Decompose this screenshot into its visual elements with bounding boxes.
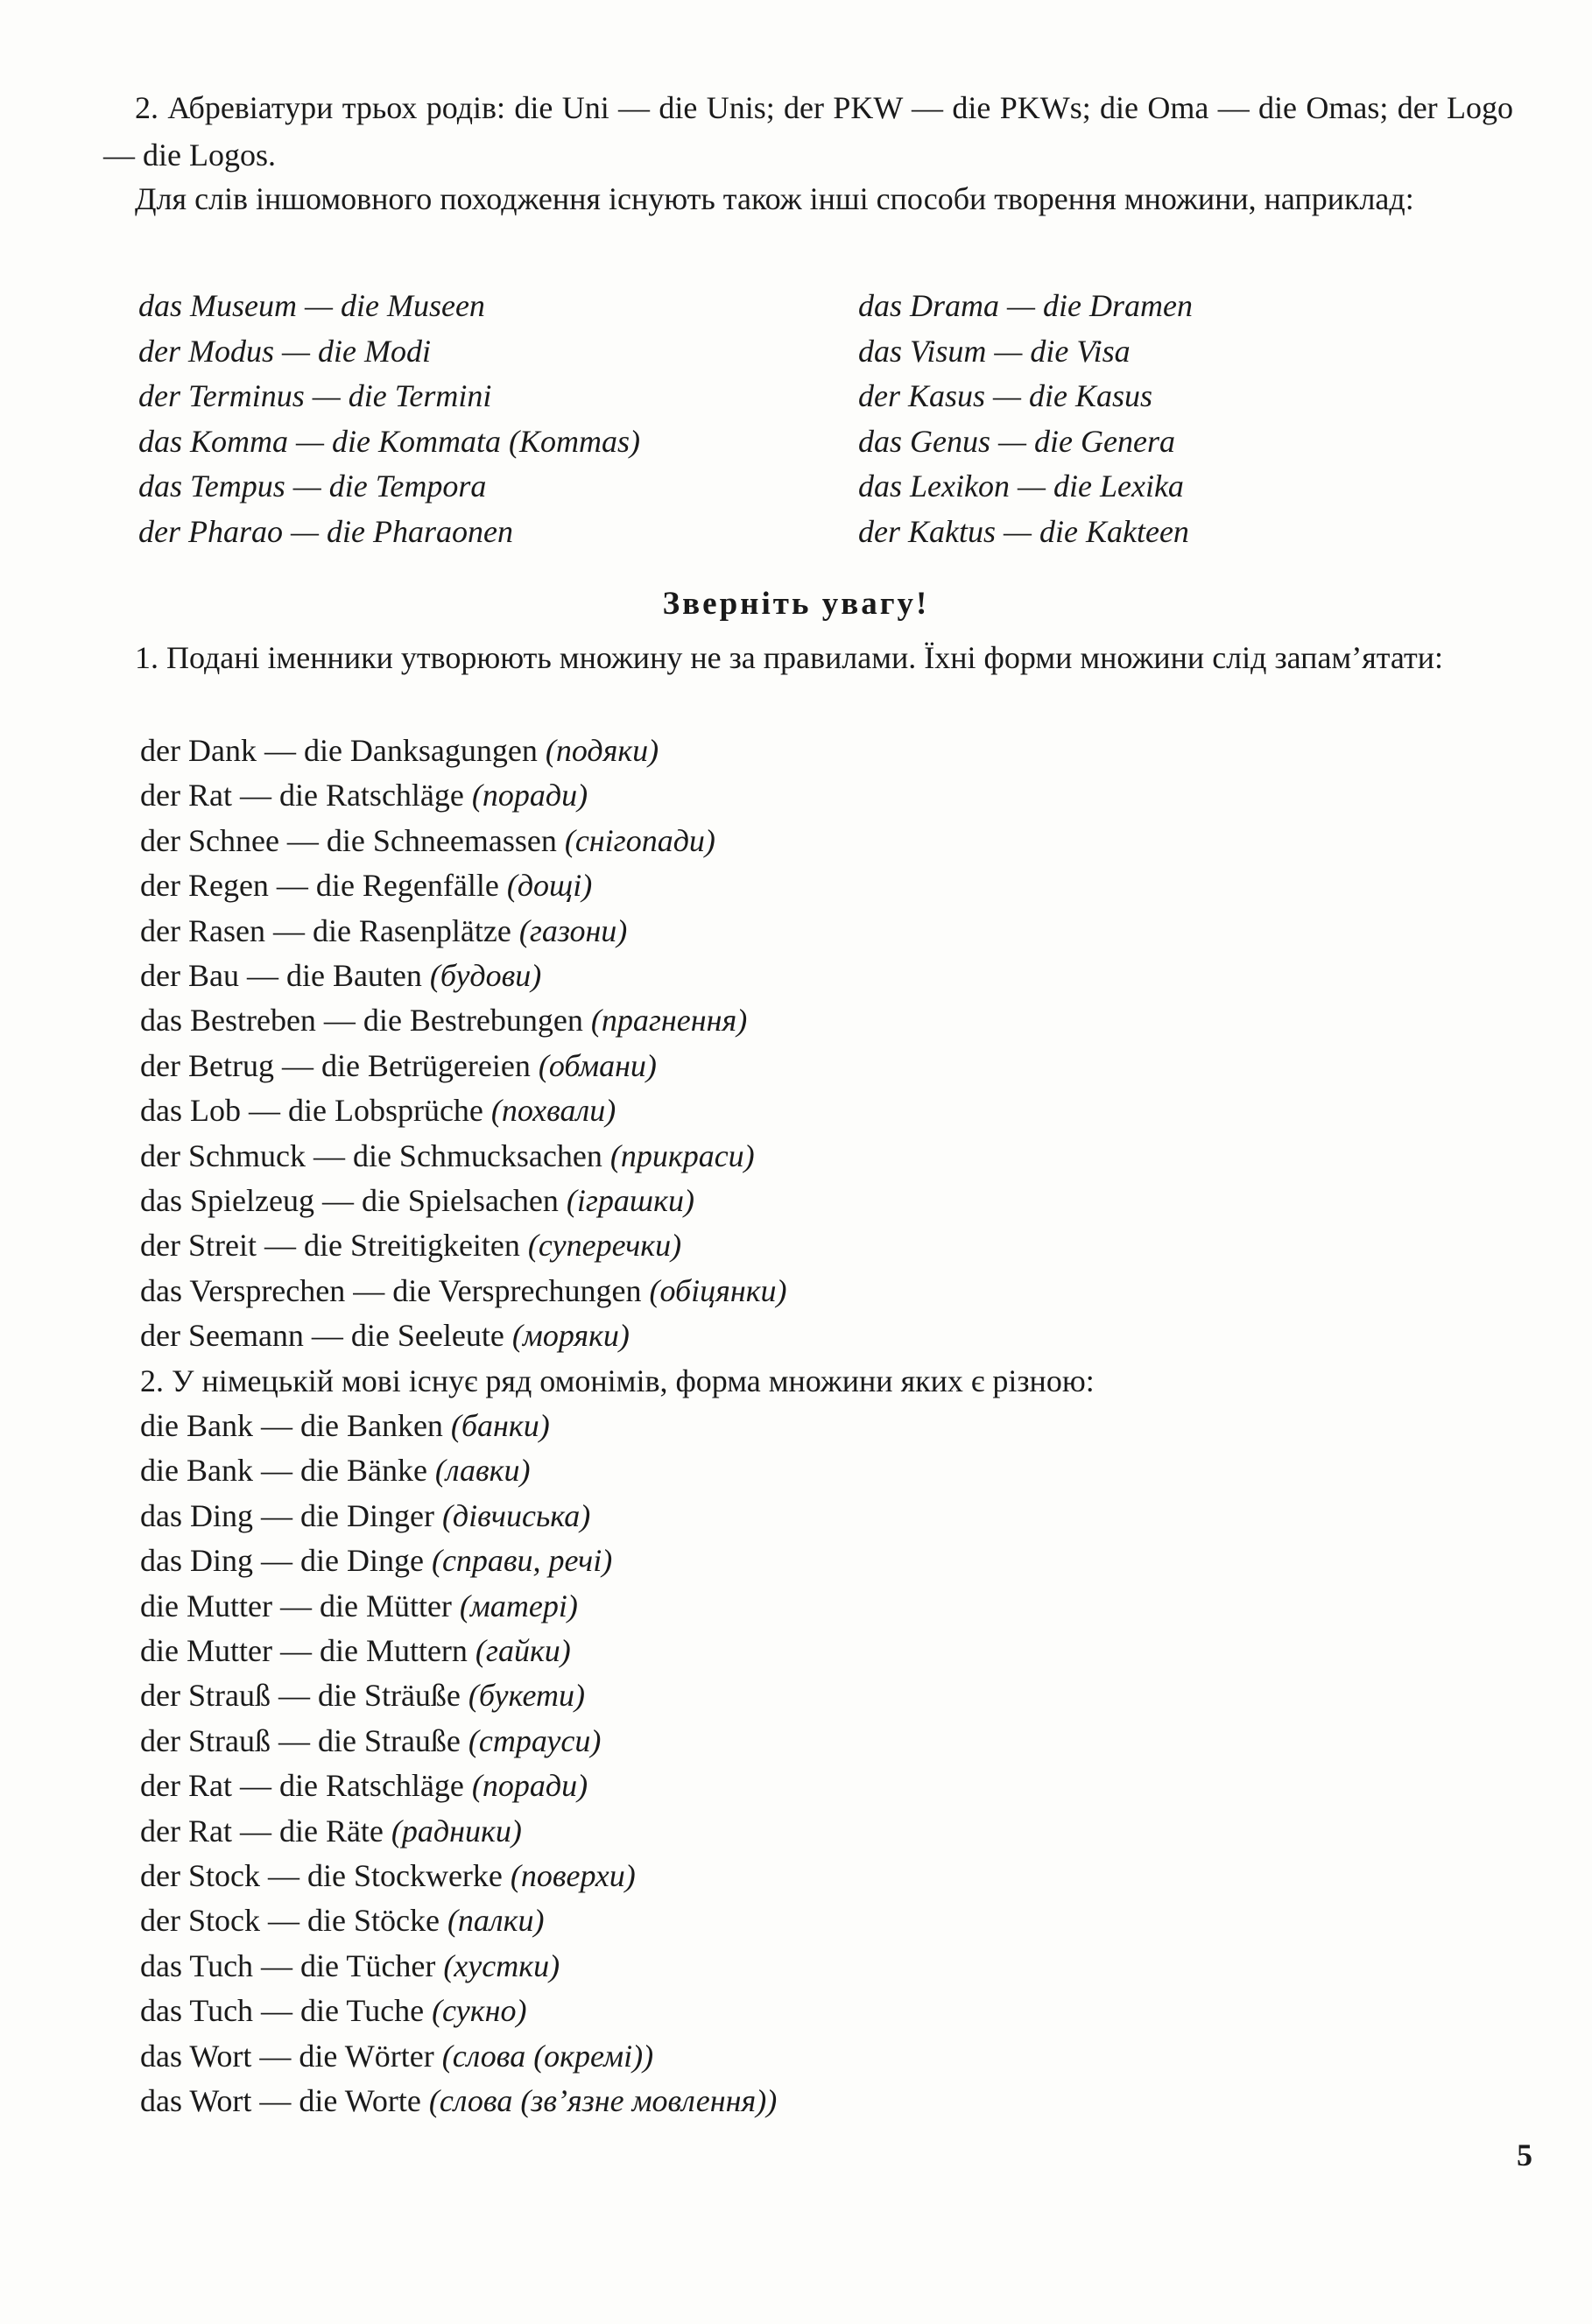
list-item: der Streit — die Streitigkeiten (суперечки) — [140, 1228, 682, 1264]
list-item: das Tuch — die Tuche (сукно) — [140, 1993, 527, 2029]
irregular-plural-list — [140, 729, 1279, 1359]
list-item: der Schmuck — die Schmucksachen (прикраси) — [140, 1137, 755, 1173]
example-item: das Komma — die Kommata (Kommas) — [138, 423, 641, 459]
example-item: das Lexikon — die Lexika — [858, 468, 1184, 504]
example-item: das Genus — die Genera — [858, 423, 1175, 459]
list-item: der Rasen — die Rasenplätze (газони) — [140, 912, 628, 948]
list-item: der Rat — die Räte (радники) — [140, 1813, 522, 1849]
page-number: 5 — [1517, 2137, 1532, 2173]
homonym-plural-list — [140, 1404, 1279, 2124]
list-item: der Seemann — die Seeleute (моряки) — [140, 1318, 630, 1354]
list-item: der Rat — die Ratschläge (поради) — [140, 1768, 588, 1804]
example-item: der Terminus — die Termini — [138, 378, 492, 413]
list-item: der Strauß — die Sträuße (букети) — [140, 1678, 585, 1714]
list-item: das Wort — die Worte (слова (зв’язне мовлення)) — [140, 2083, 778, 2119]
example-item: das Visum — die Visa — [858, 333, 1131, 369]
list-item: die Bank — die Banken (банки) — [140, 1408, 550, 1443]
list-item: der Dank — die Danksagungen (подяки) — [140, 733, 659, 768]
list-item: das Bestreben — die Bestrebungen (прагнення) — [140, 1003, 748, 1039]
list-item: der Betrug — die Betrügereien (обмани) — [140, 1047, 657, 1083]
attention-heading: Зверніть увагу! — [662, 586, 930, 622]
homonyms-intro: 2. У німецькій мові існує ряд омонімів, форма множини яких є різною: — [140, 1363, 1095, 1398]
list-item: der Stock — die Stockwerke (поверхи) — [140, 1858, 636, 1894]
list-item: der Strauß — die Strauße (страуси) — [140, 1722, 602, 1758]
examples-right-column — [858, 284, 1193, 554]
example-item: das Tempus — die Tempora — [138, 468, 487, 504]
example-item: der Kaktus — die Kakteen — [858, 513, 1189, 549]
irregular-intro: 1. Подані іменники утворюють множину не за правилами. Їхні форми множини слід запам’ятати: — [135, 640, 1443, 675]
list-item: das Spielzeug — die Spielsachen (іграшки) — [140, 1183, 694, 1219]
list-item: das Tuch — die Tücher (хустки) — [140, 1947, 560, 1983]
foreign-words-intro: Для слів іншомовного походження існують також інші способи творення множини, наприклад: — [135, 181, 1414, 216]
example-item: der Modus — die Modi — [138, 333, 431, 369]
list-item: die Bank — die Bänke (лавки) — [140, 1453, 531, 1489]
intro-abbreviations: 2. Абревіатури трьох родів: die Uni — die Unis; der PKW — die PKWs; die Oma — die Omas; der Logo — die Logos. — [103, 90, 1513, 173]
list-item: das Ding — die Dinger (дівчиська) — [140, 1497, 591, 1533]
homonyms-intro-line — [140, 1359, 1279, 1404]
list-item: die Mutter — die Mütter (матері) — [140, 1588, 578, 1623]
list-item: das Ding — die Dinge (справи, речі) — [140, 1543, 613, 1579]
list-item: die Mutter — die Muttern (гайки) — [140, 1633, 571, 1669]
example-item: das Drama — die Dramen — [858, 288, 1193, 323]
list-item: das Versprechen — die Versprechungen (обіцянки) — [140, 1272, 787, 1308]
list-item: das Wort — die Wörter (слова (окремі)) — [140, 2038, 654, 2074]
list-item: der Regen — die Regenfälle (дощі) — [140, 868, 593, 904]
list-item: der Rat — die Ratschläge (поради) — [140, 778, 588, 813]
list-item: der Stock — die Stöcke (палки) — [140, 1903, 545, 1939]
examples-left-column — [138, 284, 640, 554]
example-item: der Kasus — die Kasus — [858, 378, 1153, 413]
list-item: der Bau — die Bauten (будови) — [140, 958, 542, 994]
list-item: das Lob — die Lobsprüche (похвали) — [140, 1093, 616, 1129]
example-item: der Pharao — die Pharaonen — [138, 513, 513, 549]
list-item: der Schnee — die Schneemassen (снігопади) — [140, 822, 715, 858]
example-item: das Museum — die Museen — [138, 288, 485, 323]
